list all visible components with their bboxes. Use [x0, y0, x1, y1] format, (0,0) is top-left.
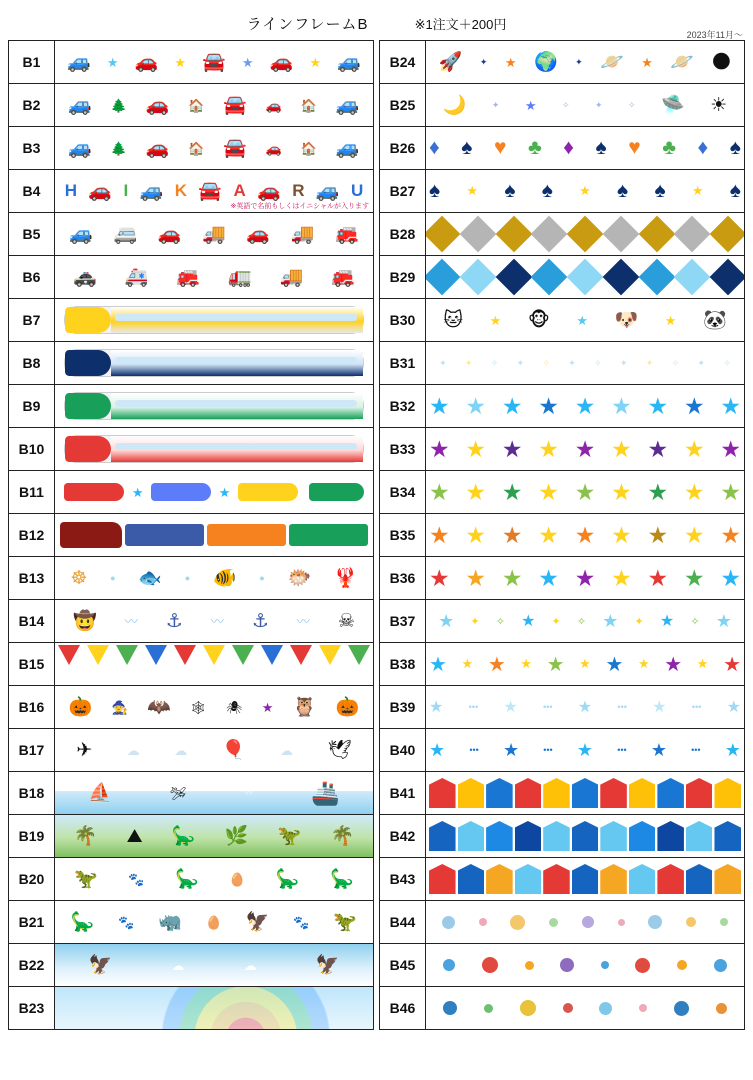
table-row[interactable] — [380, 428, 744, 471]
row-artwork: ★ ••• ★ ••• ★ ••• ★ ••• ★ — [429, 699, 741, 716]
row-artwork — [55, 643, 373, 685]
row-artwork — [426, 815, 744, 857]
table-row[interactable] — [9, 41, 373, 84]
row-artwork: ⛵ 🛩 〰 🚢 — [55, 772, 373, 814]
row-code: B8 — [9, 342, 55, 384]
row-artwork — [426, 987, 744, 1029]
table-row[interactable] — [380, 643, 744, 686]
row-code: B44 — [380, 901, 426, 943]
row-artwork: ★ ★ ★ ★ ★ ★ ★ ★ ★ — [429, 392, 741, 419]
table-row[interactable] — [380, 256, 744, 299]
right-column — [379, 40, 745, 1030]
table-row[interactable] — [9, 514, 373, 557]
row-artwork: 🌴 ⛰ 🦕 🌿 🦖 🌴 — [55, 815, 373, 857]
table-row[interactable] — [380, 514, 744, 557]
row-code: B21 — [9, 901, 55, 943]
table-row[interactable] — [380, 901, 744, 944]
table-row[interactable] — [380, 729, 744, 772]
row-code: B35 — [380, 514, 426, 556]
row-code: B15 — [9, 643, 55, 685]
row-code: B45 — [380, 944, 426, 986]
row-artwork: ★ ★ ★ ★ ★ ★ ★ ★ ★ — [429, 478, 741, 505]
row-artwork: 🦕 🐾 🦏 🥚 🦅 🐾 🦖 — [70, 911, 358, 933]
date-note: 2023年11月～ — [686, 30, 743, 40]
row-code: B18 — [9, 772, 55, 814]
row-code: B41 — [380, 772, 426, 814]
row-artwork: 🐱 ★ 🐵 ★ 🐶 ★ 🐼 — [443, 309, 727, 331]
page-title: ラインフレームB — [246, 15, 369, 33]
row-code: B43 — [380, 858, 426, 900]
row-artwork: ✦ ✦ ✧ ✦ ✧ ✦ ✧ ✦ ✦ ✧ ✦ ✧ — [439, 357, 731, 368]
letter: A — [233, 181, 246, 200]
row-artwork: ♦ ♠ ♥ ♣ ♦ ♠ ♥ ♣ ♦ ♠ — [429, 136, 741, 159]
table-row[interactable] — [9, 299, 373, 342]
row-artwork: ★ ✦ ✧ ★ ✦ ✧ ★ ✦ ★ ✧ ★ — [438, 610, 732, 631]
table-row[interactable] — [9, 428, 373, 471]
row-code: B46 — [380, 987, 426, 1029]
row-artwork — [55, 385, 373, 427]
row-code: B2 — [9, 84, 55, 126]
page-header — [0, 0, 753, 40]
table-row[interactable] — [380, 471, 744, 514]
table-row[interactable] — [9, 600, 373, 643]
row-code: B27 — [380, 170, 426, 212]
row-code: B20 — [9, 858, 55, 900]
row-artwork: 🚙 🌲 🚗 🏠 🚘 🚗 🏠 🚙 — [68, 137, 360, 159]
row-code: B24 — [380, 41, 426, 83]
table-row[interactable] — [380, 213, 744, 256]
row-code: B29 — [380, 256, 426, 298]
row-code: B34 — [380, 471, 426, 513]
row-code: B17 — [9, 729, 55, 771]
table-row[interactable] — [380, 299, 744, 342]
row-artwork: ★ ★ ★ ★ ★ ★ ★ ★ ★ — [429, 564, 741, 591]
row-code: B19 — [9, 815, 55, 857]
price-note: ※1注文＋200円 — [414, 16, 507, 32]
row-code: B10 — [9, 428, 55, 470]
table-row[interactable] — [9, 815, 373, 858]
row-code: B6 — [9, 256, 55, 298]
row-code: B42 — [380, 815, 426, 857]
row-code: B40 — [380, 729, 426, 771]
left-column — [8, 40, 374, 1030]
row-artwork: ✈ ☁ ☁ 🎈 ☁ 🕊 — [76, 739, 352, 761]
row-artwork — [55, 514, 373, 556]
row-artwork: ★ ★ ★ ★ ★ ★ ★ ★ ★ — [429, 521, 741, 548]
row-artwork: 🤠 〰 ⚓ 〰 ⚓ 〰 ☠ — [73, 610, 355, 632]
letter: R — [292, 181, 305, 200]
frame-catalog — [0, 40, 753, 1030]
row-code: B3 — [9, 127, 55, 169]
row-code: B32 — [380, 385, 426, 427]
row-code: B11 — [9, 471, 55, 513]
row-code: B39 — [380, 686, 426, 728]
row-code: B13 — [9, 557, 55, 599]
row-code: B22 — [9, 944, 55, 986]
row-code: B5 — [9, 213, 55, 255]
table-row[interactable] — [9, 557, 373, 600]
table-row[interactable] — [380, 385, 744, 428]
row-code: B23 — [9, 987, 55, 1029]
table-row[interactable] — [380, 41, 744, 84]
row-artwork: 🚀 ✦ ★ 🌍 ✦ 🪐 ★ 🪐 🌑 — [438, 51, 732, 73]
row-artwork — [55, 299, 373, 341]
row-artwork — [426, 772, 744, 814]
table-row[interactable] — [380, 944, 744, 987]
row-artwork: 🎃 🧙 🦇 🕸 🕷 ★ 🦉 🎃 — [68, 696, 360, 718]
table-row[interactable] — [9, 84, 373, 127]
row-code: B36 — [380, 557, 426, 599]
row-artwork — [426, 944, 744, 986]
table-row[interactable] — [9, 987, 373, 1030]
table-row[interactable] — [380, 815, 744, 858]
table-row[interactable] — [9, 256, 373, 299]
row-artwork: 🦅 ☁ ☁ 🦅 — [55, 944, 373, 986]
table-row[interactable] — [380, 170, 744, 213]
row-artwork: ☸ ● 🐟 ● 🐠 ● 🐡 🦞 — [70, 567, 358, 589]
table-row[interactable] — [380, 600, 744, 643]
table-row[interactable] — [380, 772, 744, 815]
row-artwork — [55, 428, 373, 470]
row-artwork: H 🚗 I 🚙 K 🚘 A 🚗 R 🚙 U ※英語で名前もしくはイニシャルが入ります — [64, 180, 369, 210]
table-row[interactable] — [380, 557, 744, 600]
b4-note: ※英語で名前もしくはイニシャルが入ります — [230, 203, 369, 210]
row-artwork: ★ ★ ★ ★ ★ ★ ★ ★ ★ — [429, 435, 741, 462]
table-row[interactable] — [9, 127, 373, 170]
row-artwork: 🚙 ★ 🚗 ★ 🚘 ★ 🚗 ★ 🚙 — [67, 51, 361, 73]
row-code: B14 — [9, 600, 55, 642]
table-row[interactable] — [9, 772, 373, 815]
table-row[interactable] — [380, 342, 744, 385]
row-code: B33 — [380, 428, 426, 470]
row-artwork: 🚙 🌲 🚗 🏠 🚘 🚗 🏠 🚙 — [68, 94, 360, 116]
row-artwork — [426, 256, 744, 298]
row-artwork: 🌙 ✦ ★ ✧ ✦ ✧ 🛸 ☀ — [442, 94, 728, 116]
row-artwork — [55, 342, 373, 384]
row-artwork: ★ ★ — [55, 471, 373, 513]
table-row[interactable] — [9, 342, 373, 385]
table-row[interactable] — [380, 84, 744, 127]
row-code: B16 — [9, 686, 55, 728]
table-row[interactable] — [9, 858, 373, 901]
row-artwork — [426, 901, 744, 943]
row-artwork: ★ ••• ★ ••• ★ ••• ★ ••• ★ — [429, 739, 741, 760]
table-row[interactable] — [380, 127, 744, 170]
row-code: B30 — [380, 299, 426, 341]
table-row[interactable] — [380, 987, 744, 1030]
row-artwork: ★ ★ ★ ★ ★ ★ ★ ★ ★ ★ ★ — [429, 653, 741, 676]
row-code: B9 — [9, 385, 55, 427]
table-row[interactable] — [9, 901, 373, 944]
row-code: B25 — [380, 84, 426, 126]
row-code: B1 — [9, 41, 55, 83]
table-row[interactable] — [380, 686, 744, 729]
table-row[interactable] — [9, 385, 373, 428]
row-code: B37 — [380, 600, 426, 642]
table-row[interactable] — [9, 170, 373, 213]
letter: I — [123, 181, 129, 200]
row-code: B12 — [9, 514, 55, 556]
table-row[interactable] — [9, 729, 373, 772]
row-code: B4 — [9, 170, 55, 212]
table-row[interactable] — [9, 471, 373, 514]
table-row[interactable] — [9, 213, 373, 256]
letter: U — [350, 181, 364, 200]
row-artwork — [55, 987, 373, 1029]
row-artwork: 🚓 🚑 🚒 🚛 🚚 🚒 — [72, 266, 355, 288]
row-code: B31 — [380, 342, 426, 384]
row-code: B28 — [380, 213, 426, 255]
row-code: B38 — [380, 643, 426, 685]
letter: K — [174, 181, 187, 200]
table-row[interactable] — [380, 858, 744, 901]
table-row[interactable] — [9, 944, 373, 987]
row-artwork: 🚙 🚐 🚗 🚚 🚗 🚚 🚒 — [69, 223, 359, 245]
table-row[interactable] — [9, 643, 373, 686]
row-artwork — [426, 213, 744, 255]
row-artwork: 🦖 🐾 🦕 🥚 🦕 🦕 — [74, 868, 354, 890]
row-code: B7 — [9, 299, 55, 341]
row-artwork — [426, 858, 744, 900]
row-artwork: ♠ ★ ♠ ♠ ★ ♠ ♠ ★ ♠ — [429, 179, 741, 202]
row-code: B26 — [380, 127, 426, 169]
table-row[interactable] — [9, 686, 373, 729]
letter: H — [64, 181, 77, 200]
